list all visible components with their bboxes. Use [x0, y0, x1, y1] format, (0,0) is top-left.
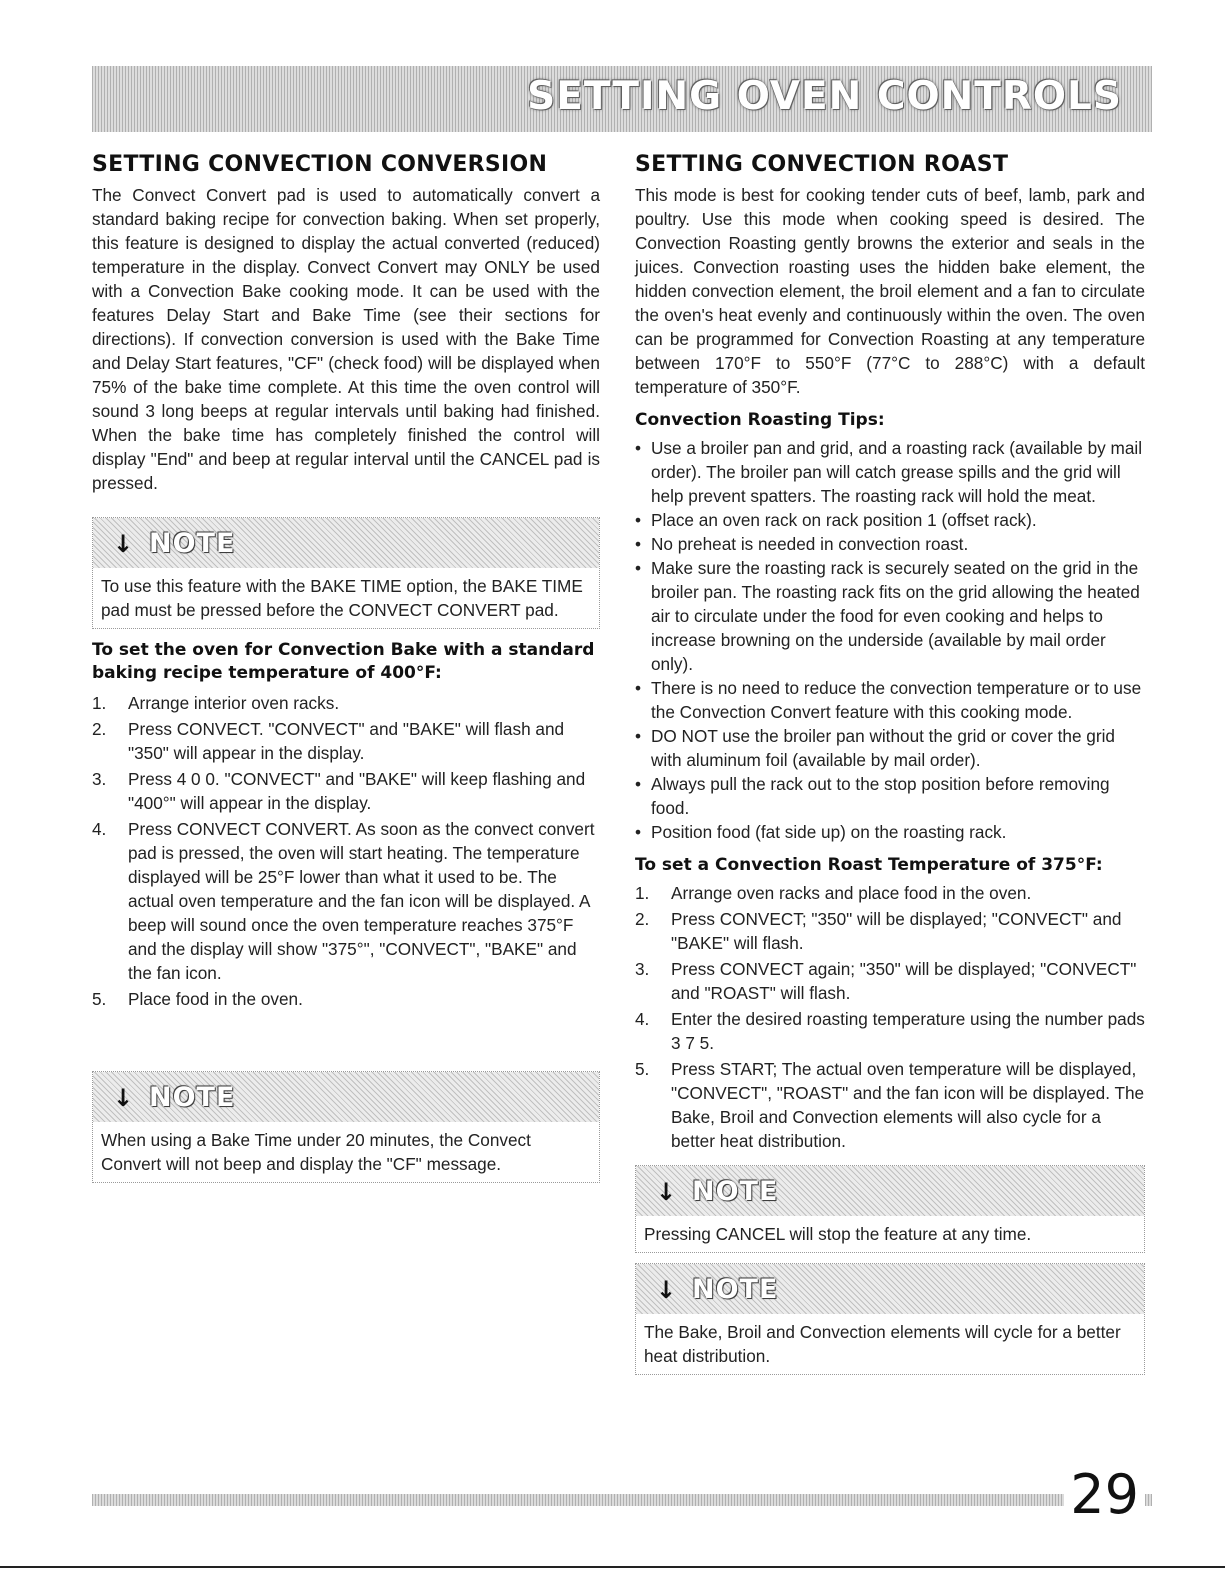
convection-roast-intro: This mode is best for cooking tender cuts of beef, lamb, park and poultry. Use this mode when cooking speed is desired. The Convection Roasting gently browns the exterior and seals in the juices. Convection roasting uses the hidden bake element, the hidden convection element, the broil element and a fan to circulate the oven's heat evenly and continuously within the oven. The oven can be programmed for Convection Roasting at any temperature between 170°F to 550°F (77°C to 288°C) with a default temperature of 350°F.	[635, 185, 1145, 397]
step-number: 3.	[92, 769, 107, 789]
step-number: 2.	[635, 909, 650, 929]
note-box-cf-message	[92, 1071, 600, 1183]
convection-conversion-intro: The Convect Convert pad is used to automatically convert a standard baking recipe for convection baking. When set properly, this feature is designed to display the actual converted (reduced) temperature in the display. Convect Convert may ONLY be used with a Convection Bake cooking mode. It can be used with the features Delay Start and Bake Time (see their sections for directions). If convection conversion is used with the Bake Time and Delay Start features, "CF" (check food) will be displayed when 75% of the bake time complete. At this time the oven control will sound 3 long beeps at regular intervals until baking had finished. When the bake time has completely finished the control will display "End" and beep at regular interval until the CANCEL pad is pressed.	[92, 185, 600, 493]
note-label: NOTE	[149, 1082, 236, 1113]
note-label: NOTE	[692, 1176, 779, 1207]
list-item: • Make sure the roasting rack is securely seated on the grid in the broiler pan. The roasting rack fits on the grid allowing the heated air to circulate under the food for even cooking and helps to increase browning on the underside (available by mail order only).	[635, 556, 1145, 676]
step-text: Press CONVECT. "CONVECT" and "BAKE" will flash and "350" will appear in the display.	[128, 719, 565, 763]
roasting-tips-list	[635, 436, 1145, 844]
note-header	[93, 518, 599, 568]
note-box-cancel	[635, 1165, 1145, 1253]
step-text: Press CONVECT; "350" will be displayed; "CONVECT" and "BAKE" will flash.	[671, 909, 1122, 953]
header-banner	[92, 66, 1152, 132]
note-text: To use this feature with the BAKE TIME option, the BAKE TIME pad must be pressed before the CONVECT CONVERT pad.	[101, 576, 583, 620]
note-text: The Bake, Broil and Convection elements will cycle for a better heat distribution.	[644, 1322, 1121, 1366]
convection-roast-steps-heading: To set a Convection Roast Temperature of 375°F:	[635, 855, 1103, 875]
note-text: When using a Bake Time under 20 minutes, the Convect Convert will not beep and display the "CF" message.	[101, 1130, 531, 1174]
roasting-tips-heading: Convection Roasting Tips:	[635, 410, 885, 430]
list-item	[92, 987, 600, 1011]
note-box-bake-time	[92, 517, 600, 629]
list-item	[92, 817, 600, 985]
list-item	[635, 1007, 1145, 1055]
step-number: 4.	[635, 1009, 650, 1029]
note-text: Pressing CANCEL will stop the feature at any time.	[644, 1224, 1032, 1244]
bottom-rule	[0, 1566, 1225, 1568]
list-item	[92, 767, 600, 815]
step-number: 1.	[635, 883, 650, 903]
page-section-title: SETTING OVEN CONTROLS	[527, 74, 1122, 119]
step-text: Press CONVECT again; "350" will be displayed; "CONVECT" and "ROAST" will flash.	[671, 959, 1137, 1003]
step-text: Press START; The actual oven temperature will be displayed, "CONVECT", "ROAST" and the fan icon will be displayed. The Bake, Broil and Convection elements will also cycle for a better heat distribution.	[671, 1059, 1145, 1151]
list-item	[92, 691, 600, 715]
convection-bake-steps	[92, 691, 600, 1011]
list-item: • There is no need to reduce the convection temperature or to use the Convection Convert feature with this cooking mode.	[635, 676, 1145, 724]
note-header	[636, 1264, 1144, 1314]
step-number: 1.	[92, 693, 107, 713]
note-label: NOTE	[692, 1274, 779, 1305]
list-item: • Place an oven rack on rack position 1 (offset rack).	[635, 508, 1145, 532]
note-header	[93, 1072, 599, 1122]
note-label: NOTE	[149, 528, 236, 559]
list-item: • No preheat is needed in convection roast.	[635, 532, 1145, 556]
step-text: Enter the desired roasting temperature using the number pads 3 7 5.	[671, 1009, 1145, 1053]
list-item: • Position food (fat side up) on the roasting rack.	[635, 820, 1145, 844]
footer-stripe	[92, 1494, 1152, 1506]
step-number: 5.	[635, 1059, 650, 1079]
convection-bake-steps-heading: To set the oven for Convection Bake with a standard baking recipe temperature of 400°F:	[92, 640, 595, 683]
step-number: 5.	[92, 989, 107, 1009]
page-number: 29	[1064, 1466, 1145, 1524]
right-column	[635, 152, 1145, 1375]
step-text: Press CONVECT CONVERT. As soon as the convect convert pad is pressed, the oven will start heating. The temperature displayed will be 25°F lower than what it used to be. The actual oven temperature and the fan icon will be displayed. A beep will sound once the oven temperature reaches 375°F and the display will show "375°", "CONVECT", "BAKE" and the fan icon.	[128, 819, 595, 983]
left-column	[92, 152, 600, 1183]
step-text: Place food in the oven.	[128, 989, 303, 1009]
list-item	[635, 907, 1145, 955]
list-item: • Always pull the rack out to the stop position before removing food.	[635, 772, 1145, 820]
step-number: 3.	[635, 959, 650, 979]
list-item: • Use a broiler pan and grid, and a roasting rack (available by mail order). The broiler pan will catch grease spills and the grid will help prevent spatters. The roasting rack will hold the meat.	[635, 436, 1145, 508]
note-box-elements-cycle	[635, 1263, 1145, 1375]
step-number: 4.	[92, 819, 107, 839]
list-item	[92, 717, 600, 765]
step-text: Press 4 0 0. "CONVECT" and "BAKE" will keep flashing and "400°" will appear in the display.	[128, 769, 586, 813]
pushpin-icon: ↓	[656, 1178, 677, 1206]
pushpin-icon: ↓	[113, 530, 134, 558]
convection-roast-steps	[635, 881, 1145, 1153]
convection-conversion-heading: SETTING CONVECTION CONVERSION	[92, 152, 548, 177]
convection-roast-heading: SETTING CONVECTION ROAST	[635, 152, 1009, 177]
step-text: Arrange interior oven racks.	[128, 693, 340, 713]
list-item	[635, 957, 1145, 1005]
note-header	[636, 1166, 1144, 1216]
list-item: • DO NOT use the broiler pan without the grid or cover the grid with aluminum foil (available by mail order).	[635, 724, 1145, 772]
list-item	[635, 1057, 1145, 1153]
pushpin-icon: ↓	[656, 1276, 677, 1304]
step-text: Arrange oven racks and place food in the oven.	[671, 883, 1032, 903]
list-item	[635, 881, 1145, 905]
pushpin-icon: ↓	[113, 1084, 134, 1112]
step-number: 2.	[92, 719, 107, 739]
